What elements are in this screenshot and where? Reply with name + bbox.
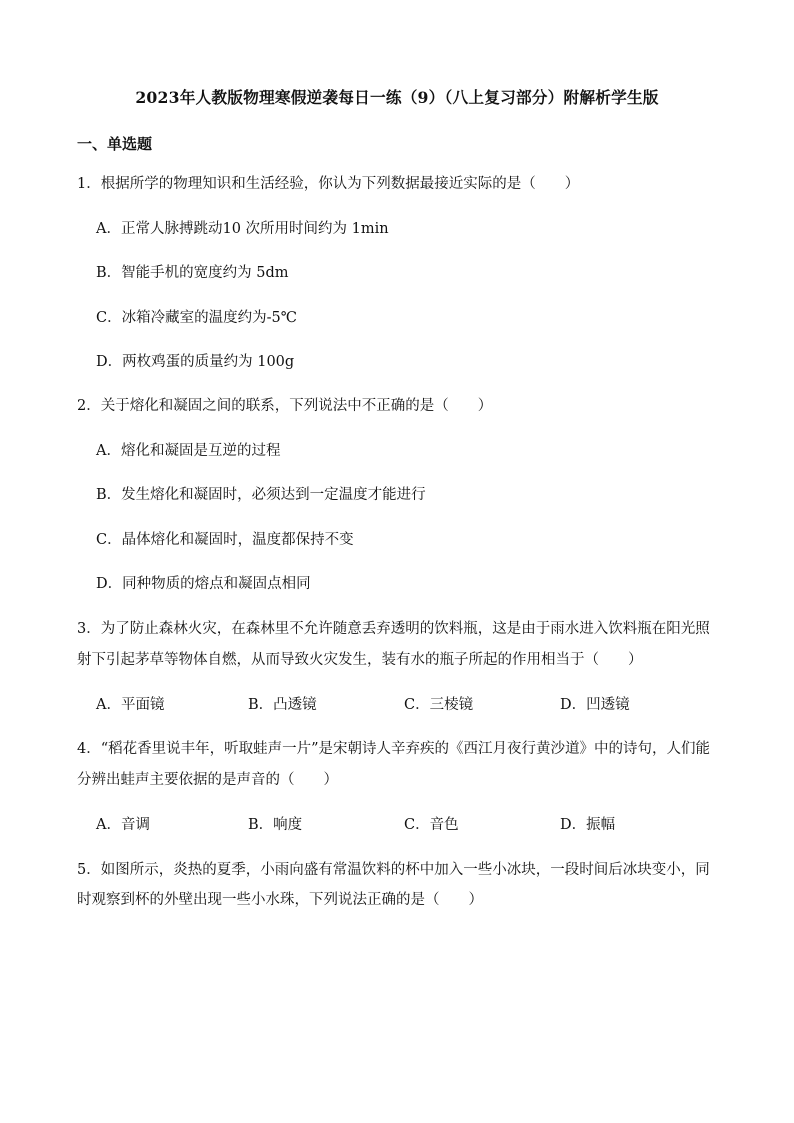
question-4-option-c: C．音色	[404, 817, 459, 833]
question-1-option-b: B．智能手机的宽度约为 5dm	[96, 265, 289, 281]
question-2-stem: 2．关于熔化和凝固之间的联系，下列说法中不正确的是（ ）	[77, 398, 493, 414]
question-4-stem-line-2: 分辨出蛙声主要依据的是声音的（ ）	[77, 772, 338, 788]
question-3-option-b: B．凸透镜	[248, 697, 317, 713]
question-4-option-b: B．响度	[248, 817, 303, 833]
question-3-option-c: C．三棱镜	[404, 697, 474, 713]
question-3-stem-line-1: 3．为了防止森林火灾，在森林里不允许随意丢弃透明的饮料瓶，这是由于雨水进入饮料瓶在阳光照	[77, 621, 710, 637]
question-3-option-a: A．平面镜	[96, 697, 165, 713]
question-3-option-d: D．凹透镜	[560, 697, 630, 713]
question-1-stem: 1．根据所学的物理知识和生活经验，你认为下列数据最接近实际的是（ ）	[77, 176, 580, 192]
document-title: 2023年人教版物理寒假逆袭每日一练（9）（八上复习部分）附解析学生版	[135, 88, 659, 107]
section-heading: 一、单选题	[77, 135, 153, 153]
question-1-option-d: D．两枚鸡蛋的质量约为 100g	[96, 354, 295, 370]
question-3-stem-line-2: 射下引起茅草等物体自燃，从而导致火灾发生，装有水的瓶子所起的作用相当于（ ）	[77, 652, 643, 668]
question-1-option-c: C．冰箱冷藏室的温度约为-5℃	[96, 310, 297, 326]
question-2-option-d: D．同种物质的熔点和凝固点相同	[96, 576, 311, 592]
question-4-option-d: D．振幅	[560, 817, 616, 833]
question-1-option-a: A．正常人脉搏跳动10 次所用时间约为 1min	[96, 221, 389, 237]
question-5-stem-line-2: 时观察到杯的外壁出现一些小水珠，下列说法正确的是（ ）	[77, 892, 483, 908]
question-4-stem-line-1: 4．“稻花香里说丰年，听取蛙声一片”是宋朝诗人辛弃疾的《西江月夜行黄沙道》中的诗句，人们能	[77, 741, 711, 757]
question-2-option-b: B．发生熔化和凝固时，必须达到一定温度才能进行	[96, 487, 426, 503]
question-2-option-c: C．晶体熔化和凝固时，温度都保持不变	[96, 532, 354, 548]
question-5-stem-line-1: 5．如图所示，炎热的夏季，小雨向盛有常温饮料的杯中加入一些小冰块，一段时间后冰块变小，同	[77, 862, 710, 878]
question-2-option-a: A．熔化和凝固是互逆的过程	[96, 443, 281, 459]
question-4-option-a: A．音调	[96, 817, 150, 833]
